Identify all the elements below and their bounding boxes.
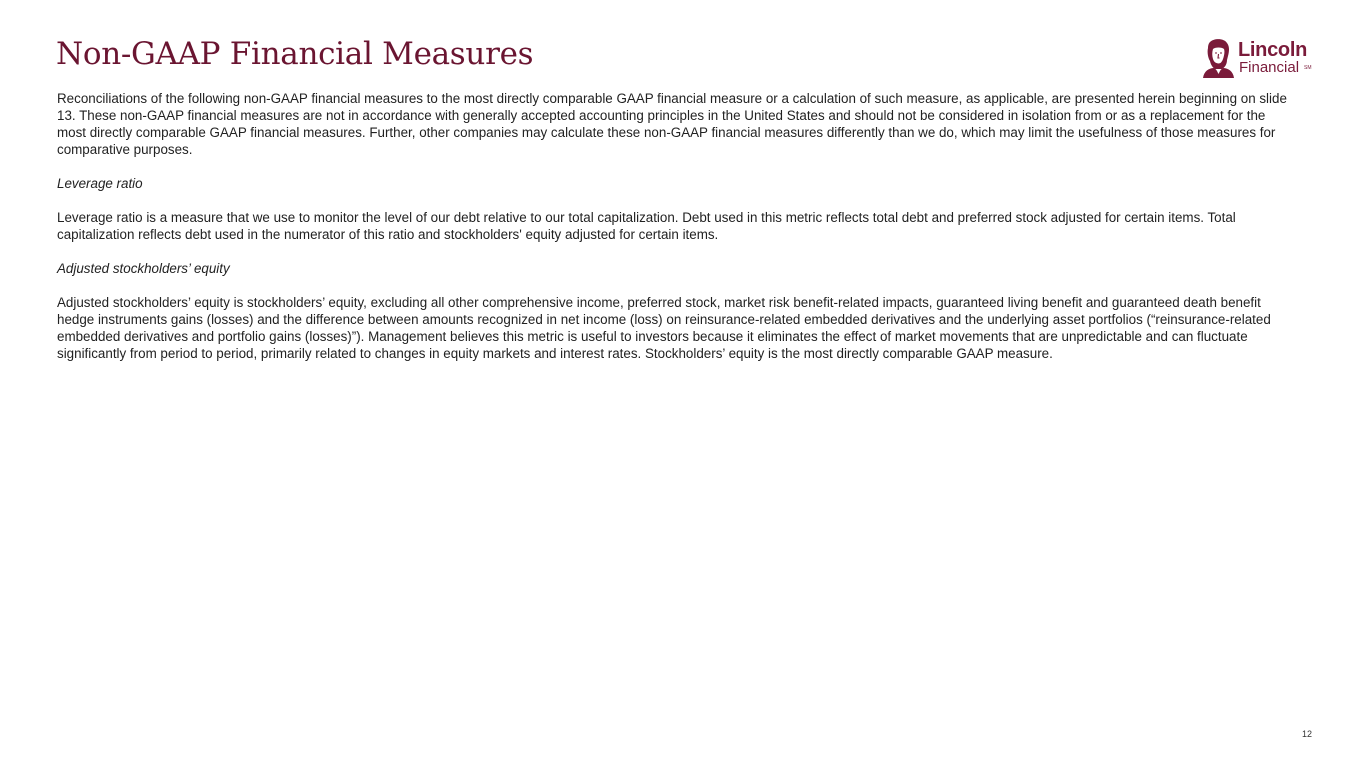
section-body-leverage-ratio: Leverage ratio is a measure that we use to monitor the level of our debt relative to our total capitalization. Debt used in this metric reflects total debt and preferred stock adjusted for certain items. Total capitalization reflects debt used in the numerator of this ratio and stockholders' equity adjusted for certain items. — [57, 210, 1236, 242]
lincoln-portrait-icon — [1200, 38, 1236, 78]
logo-brand-line-1: Lincoln — [1238, 39, 1308, 61]
content-body — [57, 90, 1297, 379]
section-heading-leverage-ratio: Leverage ratio — [57, 176, 143, 191]
section-heading-adjusted-stockholders-equity: Adjusted stockholders’ equity — [57, 261, 230, 276]
lincoln-financial-logo — [1200, 38, 1312, 80]
intro-paragraph: Reconciliations of the following non-GAAP financial measures to the most directly comparable GAAP financial measure or a calculation of such measure, as applicable, are presented herein beginning on slide 13. These non-GAAP financial measures are not in accordance with generally accepted accounting principles in the United States and should not be considered in isolation from or as a replacement for the most directly comparable GAAP financial measures. Further, other companies may calculate these non-GAAP financial measures differently than we do, which may limit the usefulness of those measures for comparative purposes. — [57, 91, 1287, 157]
section-body-adjusted-stockholders-equity: Adjusted stockholders’ equity is stockholders’ equity, excluding all other comprehensive income, preferred stock, market risk benefit-related impacts, guaranteed living benefit and guaranteed death benefit hedge instruments gains (losses) and the difference between amounts recognized in net income (loss) on reinsurance-related embedded derivatives and the underlying asset portfolios (“reinsurance-related embedded derivatives and portfolio gains (losses)”). Management believes this metric is useful to investors because it eliminates the effect of market movements that are unpredictable and can fluctuate significantly from period to period, primarily related to changes in equity markets and interest rates. Stockholders’ equity is the most directly comparable GAAP measure. — [57, 295, 1271, 361]
page-title: Non-GAAP Financial Measures — [56, 36, 534, 72]
page-number: 12 — [1301, 729, 1312, 739]
logo-service-mark: SM — [1304, 65, 1312, 71]
logo-brand-line-2: Financial — [1239, 59, 1300, 76]
